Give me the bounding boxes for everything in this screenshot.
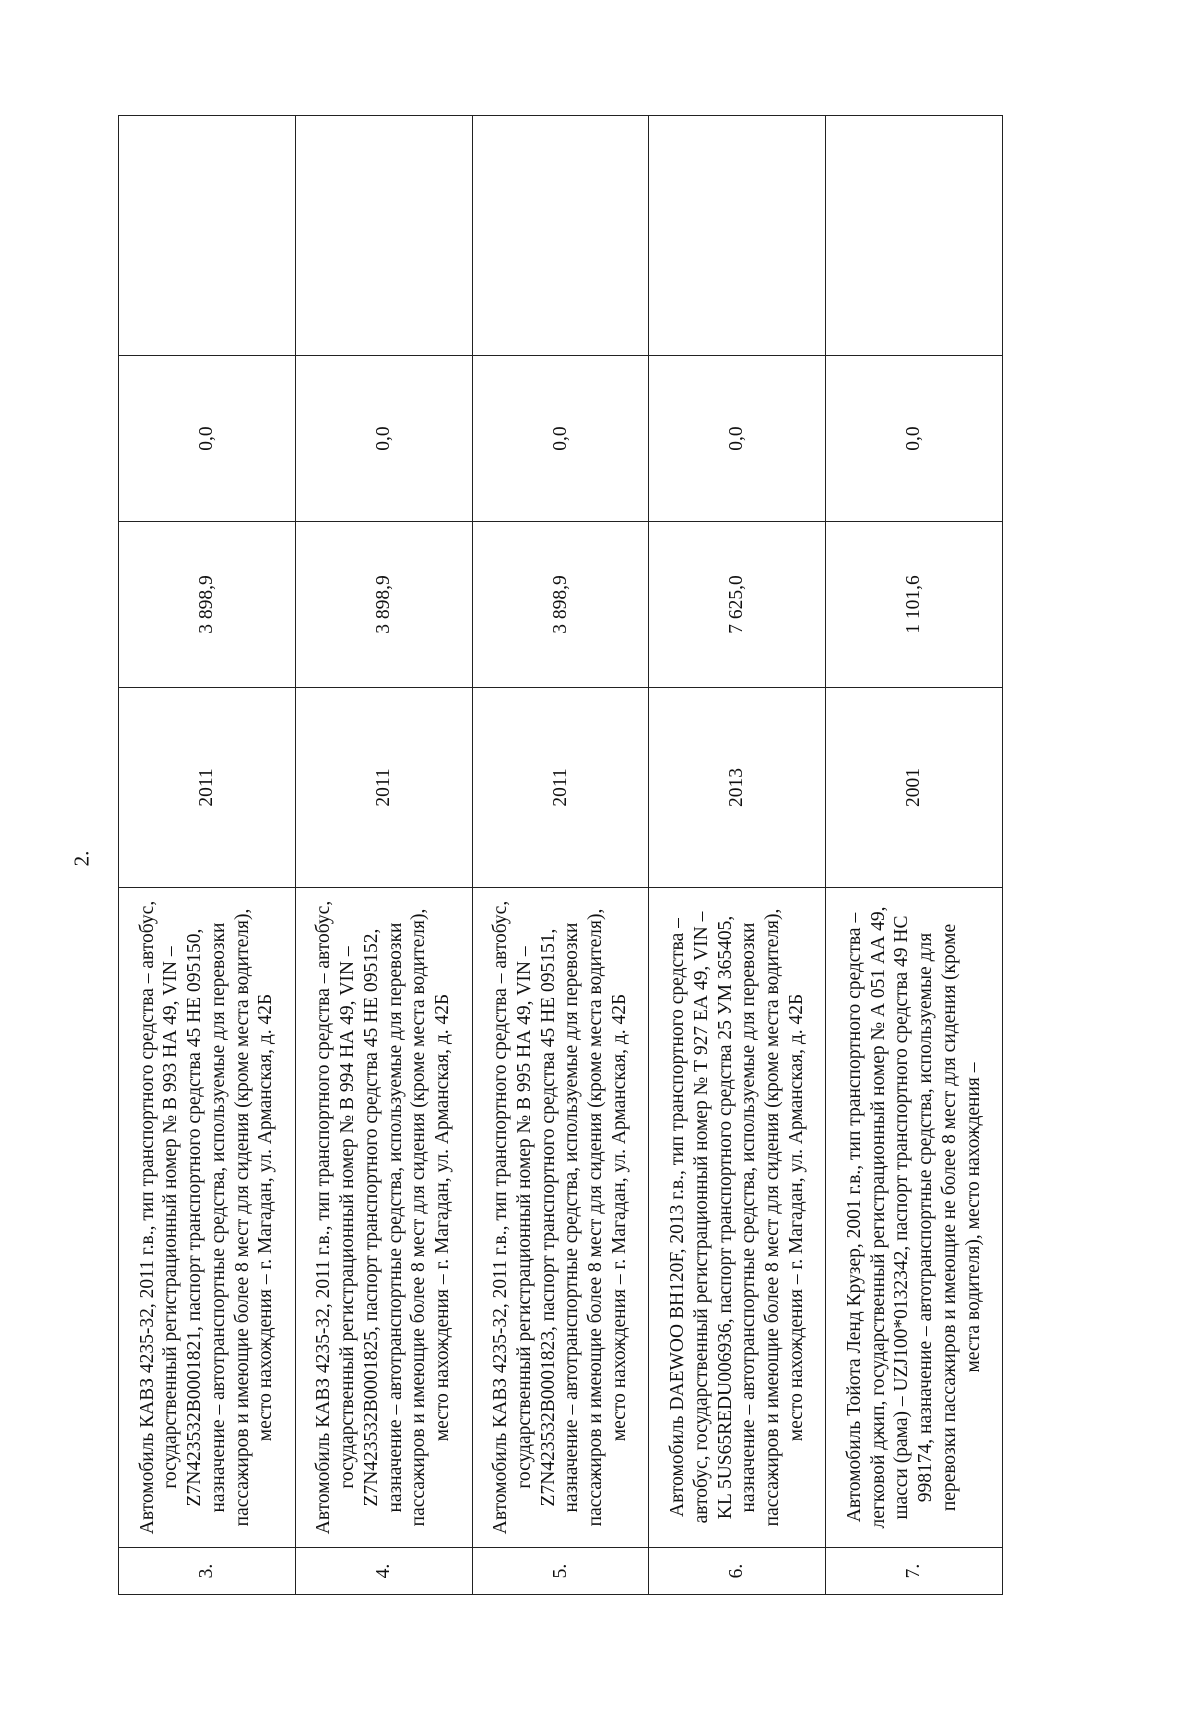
vehicle-value-2: 0,0 <box>826 356 1003 522</box>
vehicle-table <box>118 115 1003 1595</box>
vehicle-description: Автомобиль КАВЗ 4235-32, 2011 г.в., тип транспортного средства – автобус, государственный регистрационный номер № В 993 НА 49, VIN – Z7N423532B0001821, паспорт транспортного средства 45 НЕ 095150, назначение – автотранспортные средства, используемые для перевозки пассажиров и имеющие более 8 мест для сидения (кроме места водителя), место нахождения – г. Магадан, ул. Арманская, д. 42Б <box>119 888 296 1548</box>
vehicle-year: 2013 <box>649 688 826 888</box>
row-number: 7. <box>826 1548 1003 1595</box>
vehicle-extra <box>472 116 649 356</box>
vehicle-value-2: 0,0 <box>119 356 296 522</box>
vehicle-value-1: 1 101,6 <box>826 522 1003 688</box>
vehicle-year: 2011 <box>119 688 296 888</box>
table-container <box>118 116 1003 1595</box>
vehicle-description: Автомобиль КАВЗ 4235-32, 2011 г.в., тип транспортного средства – автобус, государственный регистрационный номер № В 995 НА 49, VIN – Z7N423532B0001823, паспорт транспортного средства 45 НЕ 095151, назначение – автотранспортные средства, используемые для перевозки пассажиров и имеющие более 8 мест для сидения (кроме места водителя), место нахождения – г. Магадан, ул. Арманская, д. 42Б <box>472 888 649 1548</box>
table-row <box>472 116 649 1595</box>
vehicle-year: 2011 <box>295 688 472 888</box>
vehicle-value-1: 3 898,9 <box>472 522 649 688</box>
vehicle-value-1: 3 898,9 <box>119 522 296 688</box>
vehicle-description: Автомобиль КАВЗ 4235-32, 2011 г.в., тип транспортного средства – автобус, государственный регистрационный номер № В 994 НА 49, VIN – Z7N423532B0001825, паспорт транспортного средства 45 НЕ 095152, назначение – автотранспортные средства, используемые для перевозки пассажиров и имеющие более 8 мест для сидения (кроме места водителя), место нахождения – г. Магадан, ул. Арманская, д. 42Б <box>295 888 472 1548</box>
row-number: 4. <box>295 1548 472 1595</box>
vehicle-description: Автомобиль DAEWOO BH120F, 2013 г.в., тип транспортного средства – автобус, государственный регистрационный номер № Т 927 ЕА 49, VIN – KL 5US65REDU006936, паспорт транспортного средства 25 УМ 365405, назначение – автотранспортные средства, используемые для перевозки пассажиров и имеющие более 8 мест для сидения (кроме места водителя), место нахождения – г. Магадан, ул. Арманская, д. 42Б <box>649 888 826 1548</box>
vehicle-year: 2011 <box>472 688 649 888</box>
vehicle-extra <box>649 116 826 356</box>
table-row <box>295 116 472 1595</box>
table-row <box>119 116 296 1595</box>
vehicle-extra <box>295 116 472 356</box>
table-row <box>649 116 826 1595</box>
row-number: 3. <box>119 1548 296 1595</box>
row-number: 6. <box>649 1548 826 1595</box>
row-number: 5. <box>472 1548 649 1595</box>
vehicle-value-2: 0,0 <box>649 356 826 522</box>
vehicle-value-2: 0,0 <box>295 356 472 522</box>
page-number: 2. <box>69 850 94 867</box>
vehicle-extra <box>826 116 1003 356</box>
vehicle-year: 2001 <box>826 688 1003 888</box>
vehicle-description: Автомобиль Тойота Ленд Крузер, 2001 г.в., тип транспортного средства – легковой джип, государственный регистрационный номер № А 051 АА 49, шасси (рама) – UZJ100*0132342, паспорт транспортного средства 49 НС 998174, назначение – автотранспортные средства, используемые для перевозки пассажиров и имеющие не более 8 мест для сидения (кроме места водителя), место нахождения – <box>826 888 1003 1548</box>
vehicle-value-1: 7 625,0 <box>649 522 826 688</box>
vehicle-value-1: 3 898,9 <box>295 522 472 688</box>
vehicle-extra <box>119 116 296 356</box>
vehicle-value-2: 0,0 <box>472 356 649 522</box>
table-row <box>826 116 1003 1595</box>
